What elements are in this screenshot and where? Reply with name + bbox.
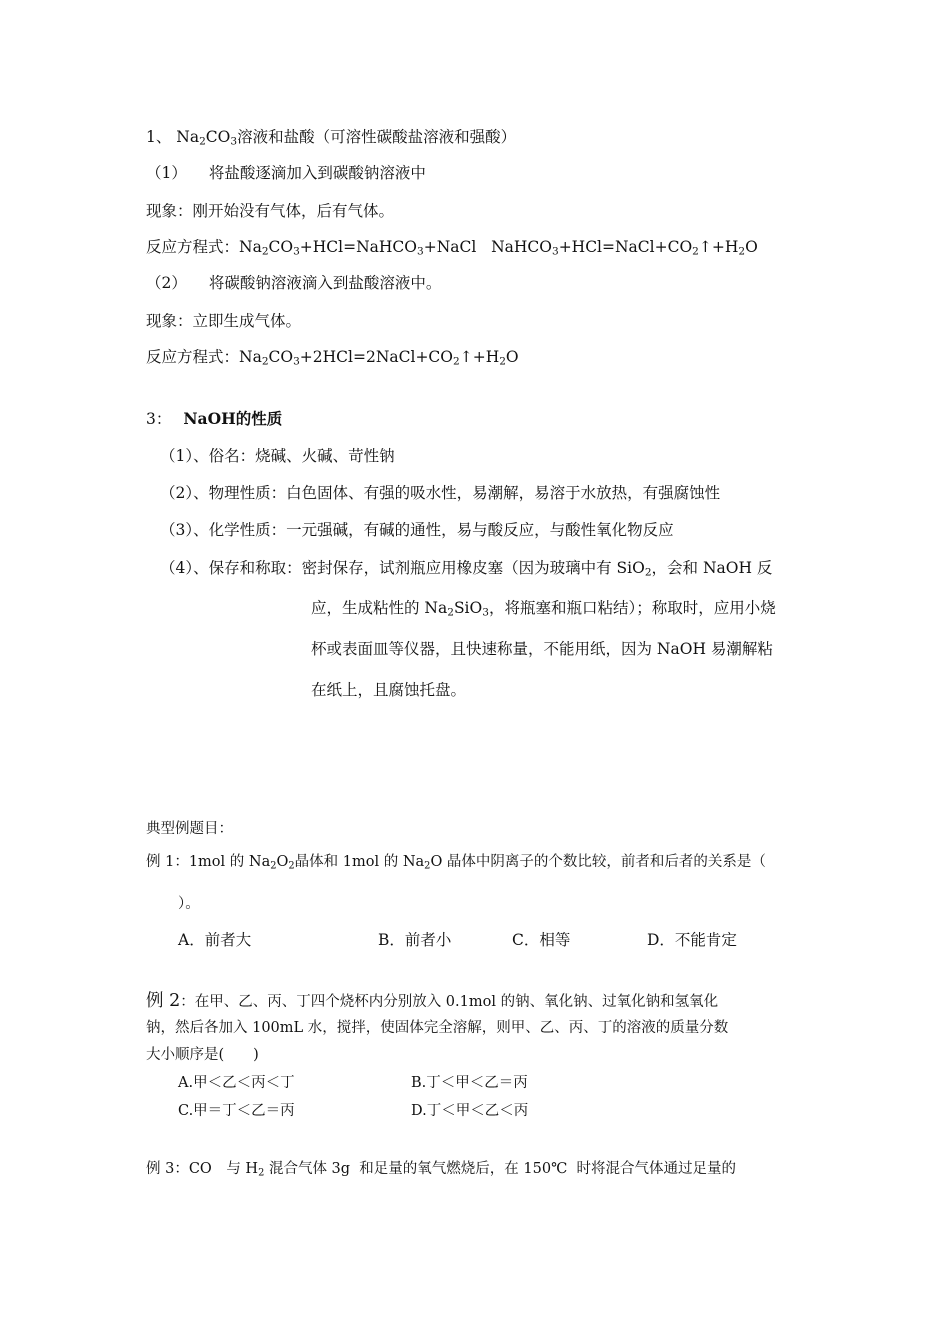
examples-heading: 典型例题目： — [146, 821, 233, 837]
case-2-heading: （2） 将碳酸钠溶液滴入到盐酸溶液中。 — [146, 274, 442, 292]
example-2-option-c: C.甲＝丁＜乙＝丙 — [178, 1103, 295, 1119]
example-1-option-d: D．不能肯定 — [647, 931, 737, 949]
naoh-chemical-properties: （3）、化学性质：一元强碱，有碱的通性，易与酸反应，与酸性氧化物反应 — [160, 521, 674, 539]
example-1-option-b: B．前者小 — [378, 931, 452, 949]
case-1-equation: 反应方程式：$Na_2CO_3+HCl=NaHCO_3+NaCl$ $NaHCO_3+HCl=NaCl+CO_2↑+H_2O$ — [146, 238, 758, 258]
naoh-physical-properties: （2）、物理性质：白色固体、有强的吸水性，易潮解，易溶于水放热，有强腐蚀性 — [160, 484, 721, 502]
section-1-title: 1、 $Na_2CO_3$溶液和盐酸（可溶性碳酸盐溶液和强酸） — [146, 128, 517, 148]
example-1-option-c: C．相等 — [512, 931, 571, 949]
example-2-option-a: A.甲＜乙＜丙＜丁 — [178, 1075, 295, 1091]
example-1-question-end: ）。 — [178, 896, 200, 912]
section-3-title: 3： NaOH的性质 — [146, 409, 283, 428]
example-2-question-line-2: 钠，然后各加入 100mL 水，搅拌，使固体完全溶解，则甲、乙、丙、丁的溶液的质量分数 — [146, 1020, 729, 1036]
example-1-question: 例 1：1mol 的 $Na_2O_2$晶体和 1mol 的 $Na_2O$ 晶体中阴离子的个数比较，前者和后者的关系是（ — [146, 854, 766, 872]
case-1-phenomenon: 现象：刚开始没有气体，后有气体。 — [146, 202, 395, 220]
naoh-storage-line-1: （4）、保存和称取：密封保存，试剂瓶应用橡皮塞（因为玻璃中有 SiO$_2$，会和 NaOH 反 — [160, 559, 773, 579]
case-2-equation: 反应方程式：$Na_2CO_3+2HCl=2NaCl+CO_2↑+H_2O$ — [146, 348, 519, 368]
example-3-question: 例 3：CO 与 $H_2$ 混合气体 3g 和足量的氧气燃烧后，在 150℃ 时将混合气体通过足量的 — [146, 1161, 737, 1179]
naoh-storage-line-3: 杯或表面皿等仪器，且快速称量，不能用纸，因为 NaOH 易潮解粘 — [311, 640, 773, 658]
naoh-storage-line-2: 应，生成粘性的 $Na_2SiO_3$，将瓶塞和瓶口粘结）；称取时，应用小烧 — [311, 599, 776, 619]
example-2-question-line-3: 大小顺序是( ) — [146, 1047, 259, 1063]
example-2-option-b: B.丁＜甲＜乙＝丙 — [411, 1075, 528, 1091]
example-1-option-a: A．前者大 — [178, 931, 252, 949]
example-2-option-d: D.丁＜甲＜乙＜丙 — [411, 1103, 529, 1119]
case-1-heading: （1） 将盐酸逐滴加入到碳酸钠溶液中 — [146, 164, 426, 182]
naoh-storage-line-4: 在纸上，且腐蚀托盘。 — [311, 681, 467, 699]
naoh-common-names: （1）、俗名：烧碱、火碱、苛性钠 — [160, 447, 395, 465]
case-2-phenomenon: 现象：立即生成气体。 — [146, 312, 302, 330]
example-2-question-line-1: 例 2：在甲、乙、丙、丁四个烧杯内分别放入 0.1mol 的钠、氧化钠、过氧化钠和氢氧化 — [146, 991, 719, 1011]
